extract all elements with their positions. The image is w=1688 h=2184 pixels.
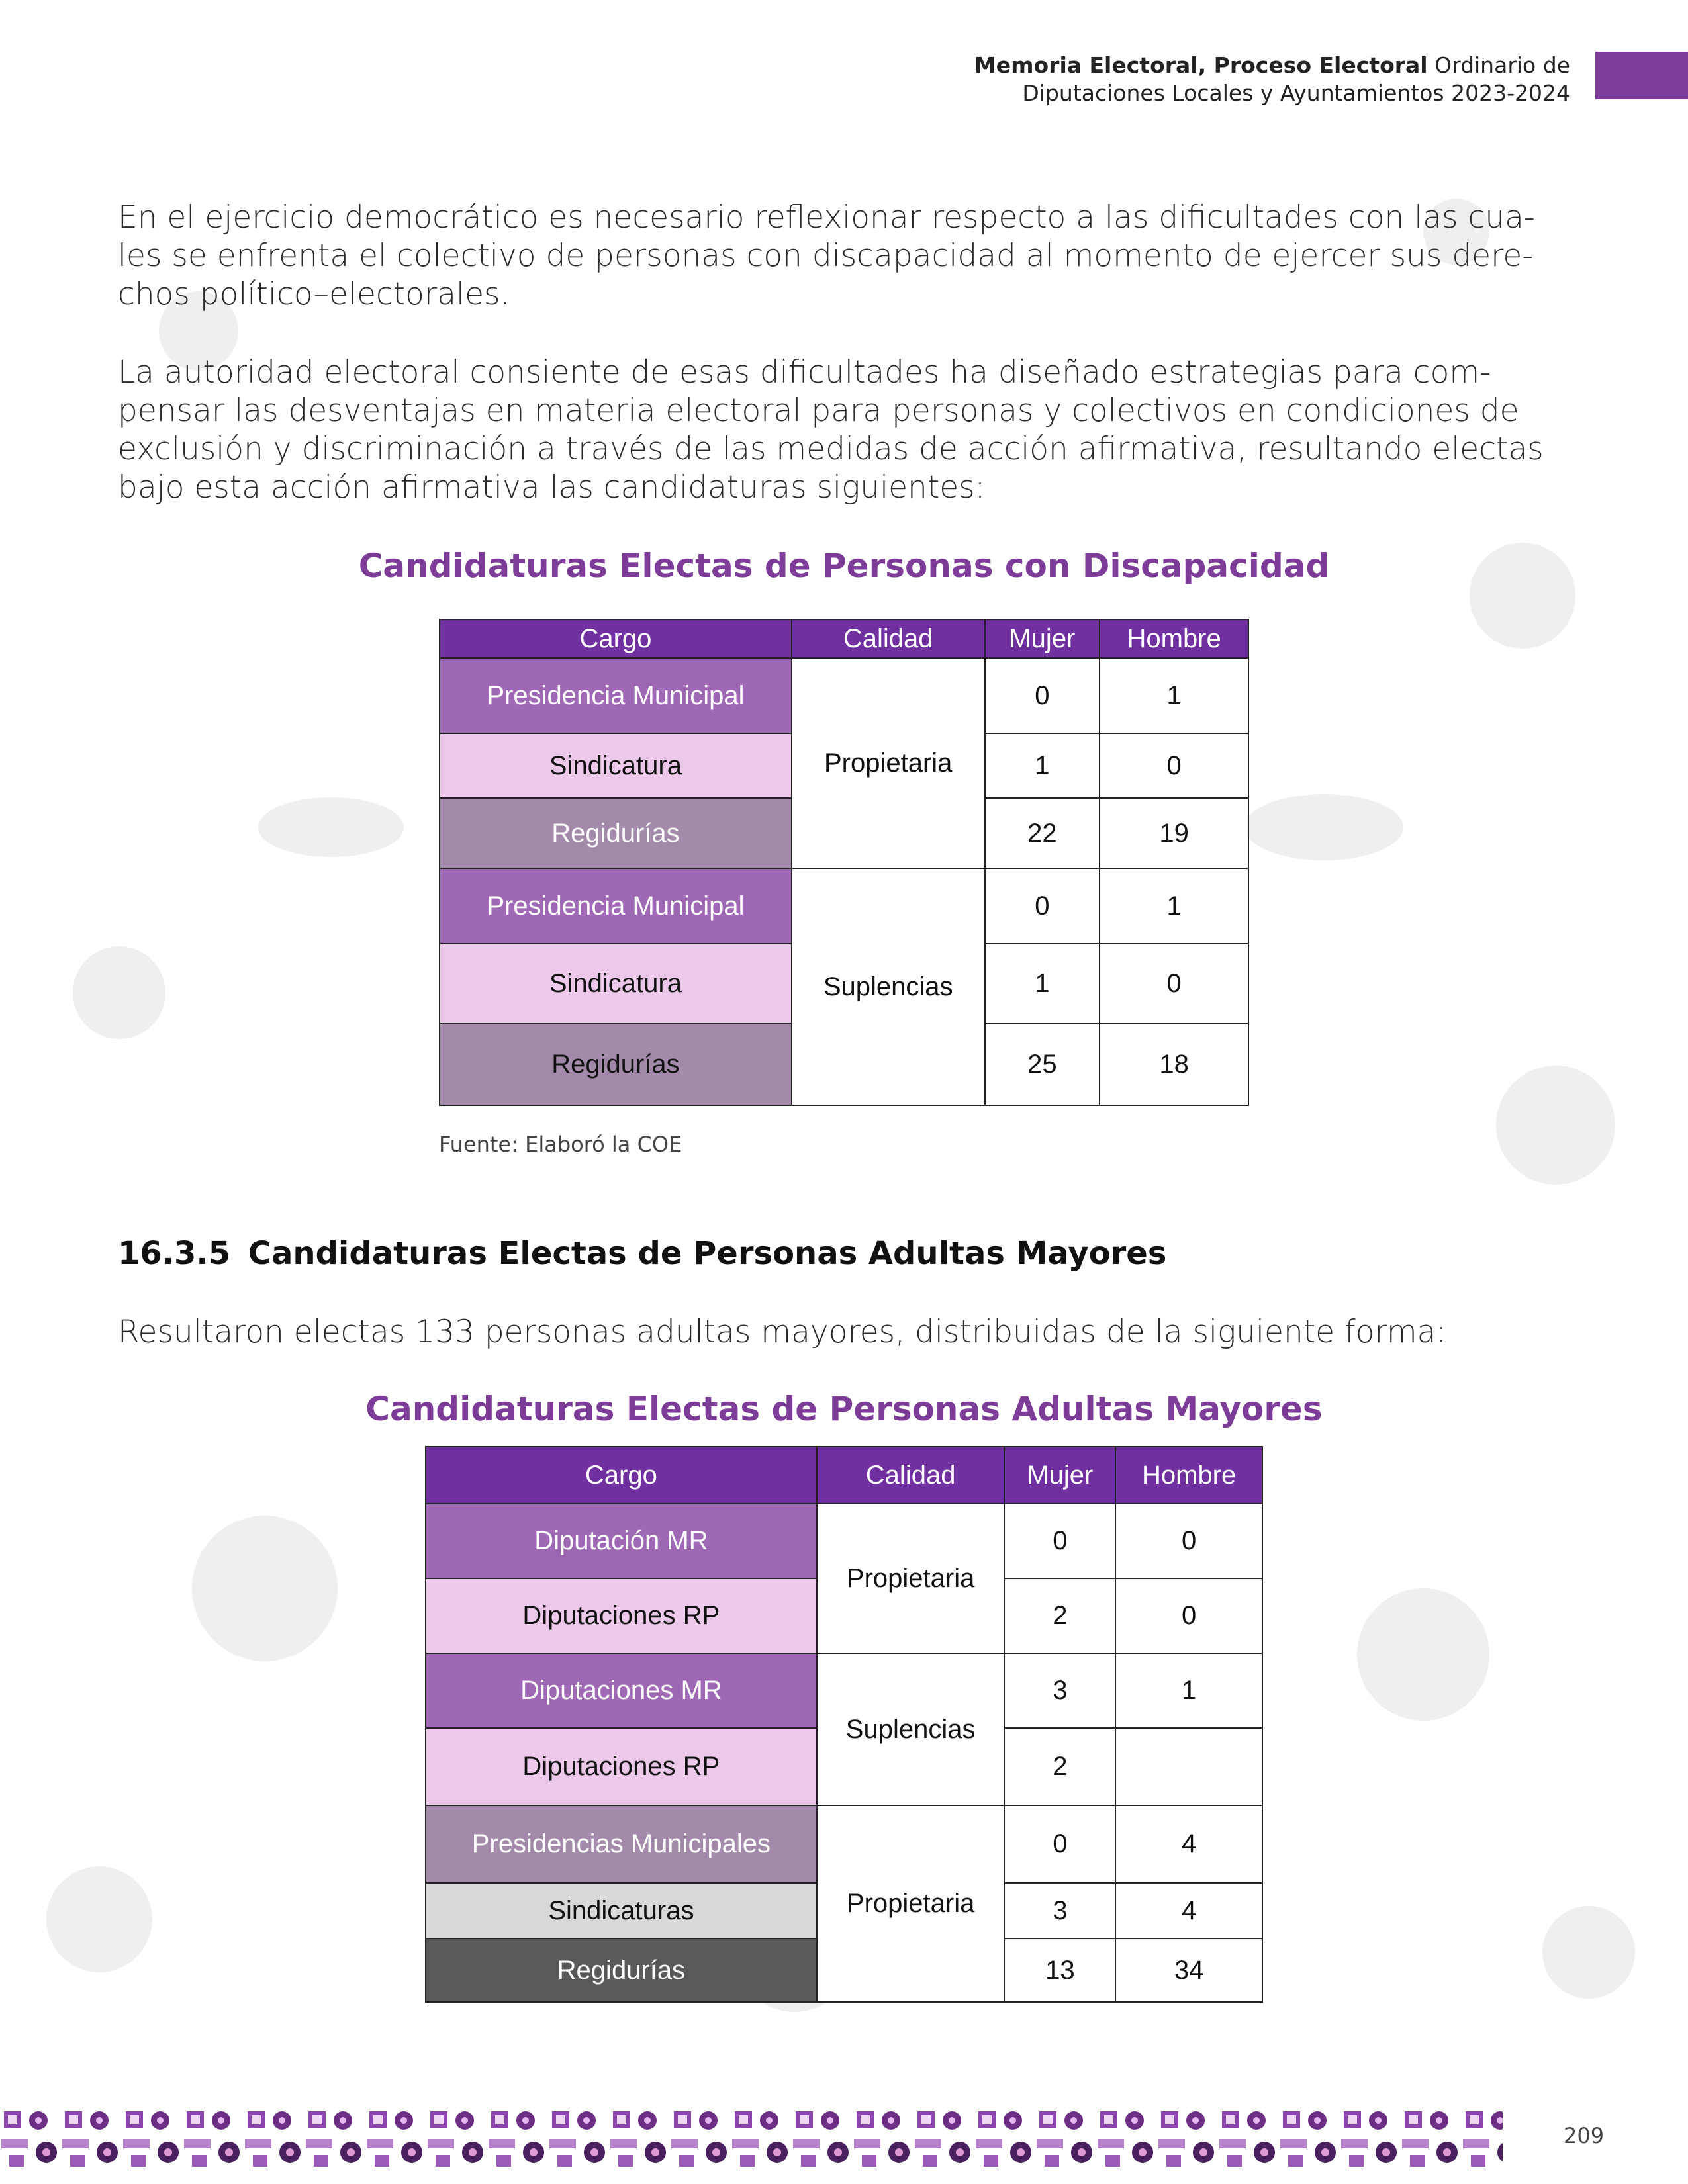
table-older-adults-candidates <box>425 1446 1263 2003</box>
table-row <box>426 1653 1262 1728</box>
calidad-cell: Suplencias <box>792 868 985 1105</box>
column-header-hombre: Hombre <box>1115 1447 1262 1504</box>
cargo-cell: Sindicatura <box>440 733 792 798</box>
calidad-cell: Propietaria <box>817 1504 1005 1653</box>
column-header-calidad: Calidad <box>792 619 985 658</box>
mujer-cell: 2 <box>1004 1728 1115 1805</box>
hombre-cell: 18 <box>1100 1023 1248 1105</box>
column-header-cargo: Cargo <box>440 619 792 658</box>
paragraph-2 <box>118 353 1570 507</box>
mujer-cell: 0 <box>985 868 1100 944</box>
table-row <box>426 1504 1262 1578</box>
mujer-cell: 3 <box>1004 1653 1115 1728</box>
table1-title: Candidaturas Electas de Personas con Discapacidad <box>358 547 1330 585</box>
table-source-note: Fuente: Elaboró la COE <box>439 1132 682 1157</box>
cargo-cell: Regidurías <box>440 1023 792 1105</box>
hombre-cell: 34 <box>1115 1938 1262 2002</box>
header-title-bold: Memoria Electoral, Proceso Electoral <box>974 52 1428 78</box>
hombre-cell: 19 <box>1100 798 1248 868</box>
table2-title: Candidaturas Electas de Personas Adultas Mayores <box>365 1390 1323 1428</box>
header-color-tab <box>1595 52 1688 99</box>
mujer-cell: 2 <box>1004 1578 1115 1653</box>
calidad-cell: Propietaria <box>792 658 985 868</box>
mujer-cell: 1 <box>985 944 1100 1023</box>
paragraph-line: pensar las desventajas en materia electoral para personas y colectivos en condiciones de <box>118 392 1519 429</box>
paragraph-line: exclusión y discriminación a través de las medidas de acción afirmativa, resultando electas <box>118 431 1544 467</box>
table-row <box>426 1805 1262 1883</box>
hombre-cell: 1 <box>1100 868 1248 944</box>
mujer-cell: 0 <box>1004 1504 1115 1578</box>
cargo-cell: Regidurías <box>440 798 792 868</box>
paragraph-1 <box>118 199 1570 314</box>
column-header-calidad: Calidad <box>817 1447 1005 1504</box>
mujer-cell: 13 <box>1004 1938 1115 2002</box>
embroidery-border <box>0 2105 1503 2171</box>
mujer-cell: 0 <box>985 658 1100 733</box>
hombre-cell: 0 <box>1115 1504 1262 1578</box>
paragraph-3: Resultaron electas 133 personas adultas mayores, distribuidas de la siguiente forma: <box>118 1314 1447 1350</box>
paragraph-line: les se enfrenta el colectivo de personas con discapacidad al momento de ejercer sus dere- <box>118 238 1534 274</box>
cargo-cell: Presidencias Municipales <box>426 1805 817 1883</box>
column-header-cargo: Cargo <box>426 1447 817 1504</box>
table-row <box>440 658 1248 733</box>
cargo-cell: Sindicaturas <box>426 1883 817 1938</box>
cargo-cell: Sindicatura <box>440 944 792 1023</box>
hombre-cell: 0 <box>1115 1578 1262 1653</box>
column-header-mujer: Mujer <box>985 619 1100 658</box>
paragraph-line: chos político–electorales. <box>118 276 510 312</box>
column-header-mujer: Mujer <box>1004 1447 1115 1504</box>
hombre-cell: 0 <box>1100 733 1248 798</box>
running-header <box>974 52 1570 107</box>
mujer-cell: 3 <box>1004 1883 1115 1938</box>
calidad-cell: Suplencias <box>817 1653 1005 1805</box>
column-header-hombre: Hombre <box>1100 619 1248 658</box>
mujer-cell: 22 <box>985 798 1100 868</box>
cargo-cell: Diputaciones RP <box>426 1578 817 1653</box>
hombre-cell: 0 <box>1100 944 1248 1023</box>
header-title-line2: Diputaciones Locales y Ayuntamientos 2023-2024 <box>1022 80 1570 106</box>
section-title: Candidaturas Electas de Personas Adultas Mayores <box>248 1235 1167 1272</box>
section-number: 16.3.5 <box>118 1235 231 1272</box>
cargo-cell: Diputaciones RP <box>426 1728 817 1805</box>
paragraph-line: En el ejercicio democrático es necesario reflexionar respecto a las dificultades con las cua- <box>118 199 1535 236</box>
calidad-cell: Propietaria <box>817 1805 1005 2002</box>
page-number: 209 <box>1564 2123 1605 2148</box>
header-title-rest: Ordinario de <box>1434 52 1570 78</box>
hombre-cell: 1 <box>1100 658 1248 733</box>
mujer-cell: 25 <box>985 1023 1100 1105</box>
cargo-cell: Regidurías <box>426 1938 817 2002</box>
hombre-cell: 4 <box>1115 1883 1262 1938</box>
hombre-cell <box>1115 1728 1262 1805</box>
paragraph-line: La autoridad electoral consiente de esas dificultades ha diseñado estrategias para com- <box>118 354 1491 390</box>
mujer-cell: 0 <box>1004 1805 1115 1883</box>
table-disability-candidates <box>439 619 1249 1106</box>
cargo-cell: Diputación MR <box>426 1504 817 1578</box>
cargo-cell: Presidencia Municipal <box>440 658 792 733</box>
hombre-cell: 4 <box>1115 1805 1262 1883</box>
cargo-cell: Diputaciones MR <box>426 1653 817 1728</box>
mujer-cell: 1 <box>985 733 1100 798</box>
paragraph-line: bajo esta acción afirmativa las candidaturas siguientes: <box>118 469 986 506</box>
cargo-cell: Presidencia Municipal <box>440 868 792 944</box>
table-row <box>440 868 1248 944</box>
section-heading <box>118 1235 1166 1272</box>
hombre-cell: 1 <box>1115 1653 1262 1728</box>
